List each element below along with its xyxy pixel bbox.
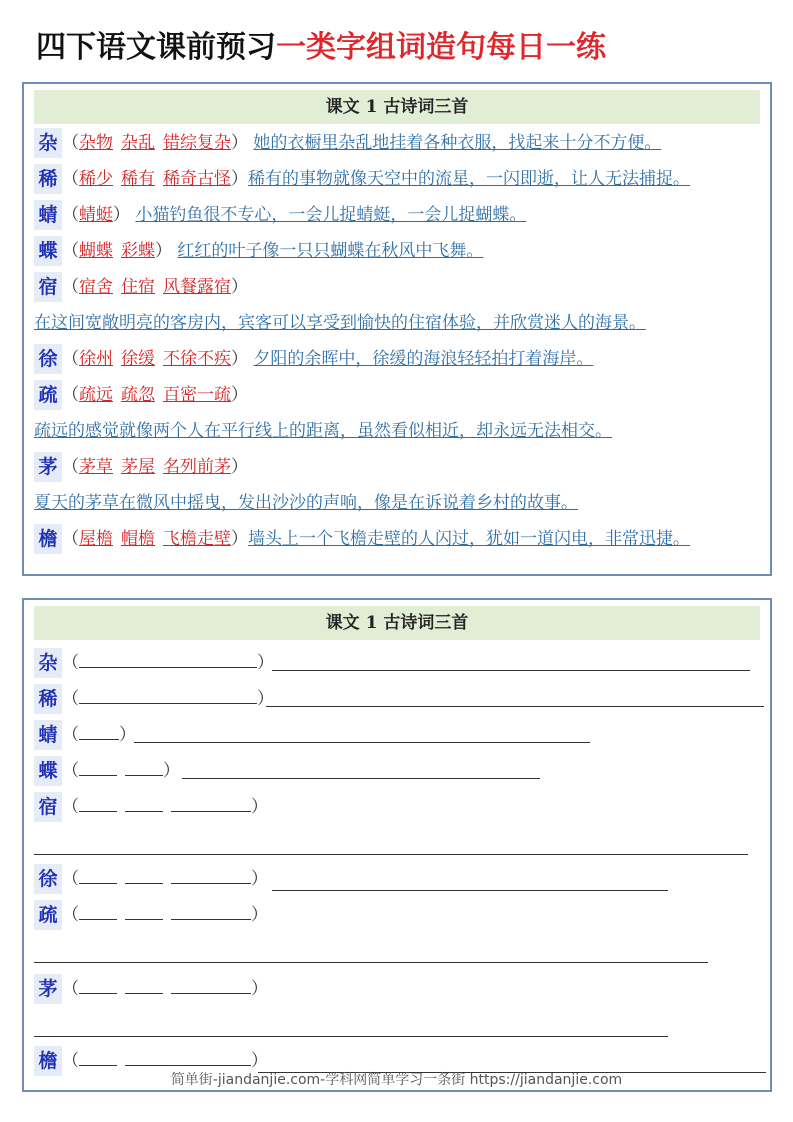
practice-row: 杂 （ ） — [34, 648, 764, 678]
word-blank[interactable] — [79, 901, 117, 920]
entry-sentence-text: 疏远的感觉就像两个人在平行线上的距离，虽然看似相近，却永远无法相交。 — [34, 421, 612, 441]
practice-row: 蝶 （ ） — [34, 756, 764, 786]
practice-char: 杂 — [34, 648, 62, 678]
practice-row: 宿 （ ） — [34, 792, 764, 822]
word-blank[interactable] — [79, 649, 257, 668]
entry-char: 檐 — [34, 524, 62, 554]
word-blank[interactable] — [79, 721, 119, 740]
entry-row: 蝶 （蝴蝶 彩蝶） 红红的叶子像一只只蝴蝶在秋风中飞舞。 — [34, 236, 764, 266]
entry-word: 茅屋 — [121, 457, 155, 477]
answer-sheet-heading: 课文 1 古诗词三首 — [34, 90, 760, 124]
word-blank[interactable] — [125, 865, 163, 884]
title-part2: 一类字组词造句每日一练 — [276, 30, 606, 65]
entry-word: 屋檐 — [79, 529, 113, 549]
entry-char: 蝶 — [34, 236, 62, 266]
entry-word: 帽檐 — [121, 529, 155, 549]
word-blank[interactable] — [171, 865, 251, 884]
entry-word: 茅草 — [79, 457, 113, 477]
entry-word: 错综复杂 — [163, 133, 231, 153]
entry-word: 彩蝶 — [121, 241, 155, 261]
entry-sentence — [34, 308, 646, 338]
entry-char: 疏 — [34, 380, 62, 410]
word-blank[interactable] — [125, 1047, 251, 1066]
practice-char: 茅 — [34, 974, 62, 1004]
entry-row: 疏 （疏远 疏忽 百密一疏） — [34, 380, 764, 410]
entry-word: 宿舍 — [79, 277, 113, 297]
entry-word: 徐缓 — [121, 349, 155, 369]
page-title — [36, 24, 606, 72]
entry-sentence-text: 夏天的茅草在微风中摇曳，发出沙沙的声响，像是在诉说着乡村的故事。 — [34, 493, 578, 513]
entry-word: 蜻蜓 — [79, 205, 113, 225]
entry-word: 稀奇古怪 — [163, 169, 231, 189]
entry-word: 疏远 — [79, 385, 113, 405]
entry-word: 杂物 — [79, 133, 113, 153]
practice-char: 徐 — [34, 864, 62, 894]
word-blank[interactable] — [125, 793, 163, 812]
title-part1: 四下语文课前预习 — [36, 30, 276, 65]
entry-word: 杂乱 — [121, 133, 155, 153]
entry-word: 蝴蝶 — [79, 241, 113, 261]
entry-word: 百密一疏 — [163, 385, 231, 405]
entry-sentence: 红红的叶子像一只只蝴蝶在秋风中飞舞。 — [177, 241, 484, 261]
entry-row: 檐 （屋檐 帽檐 飞檐走壁）墙头上一个飞檐走壁的人闪过，犹如一道闪电，非常迅捷。 — [34, 524, 764, 554]
entry-char: 宿 — [34, 272, 62, 302]
word-blank[interactable] — [79, 865, 117, 884]
answer-sheet — [22, 82, 772, 576]
word-blank[interactable] — [79, 975, 117, 994]
sentence-blank-line[interactable] — [182, 778, 540, 779]
word-blank[interactable] — [79, 793, 117, 812]
entry-sentence: 夕阳的余晖中，徐缓的海浪轻轻拍打着海岸。 — [253, 349, 594, 369]
entry-word: 住宿 — [121, 277, 155, 297]
entry-char: 茅 — [34, 452, 62, 482]
entry-char: 徐 — [34, 344, 62, 374]
entry-char: 稀 — [34, 164, 62, 194]
entry-word: 名列前茅 — [163, 457, 231, 477]
entry-row: 宿 （宿舍 住宿 风餐露宿） — [34, 272, 764, 302]
entry-word: 稀有 — [121, 169, 155, 189]
entry-word: 风餐露宿 — [163, 277, 231, 297]
entry-row: 蜻 （蜻蜓） 小猫钓鱼很不专心，一会儿捉蜻蜓，一会儿捉蝴蝶。 — [34, 200, 764, 230]
practice-row: 蜻 （ ） — [34, 720, 764, 750]
entry-sentence — [34, 488, 578, 518]
word-blank[interactable] — [79, 757, 117, 776]
entry-word: 飞檐走壁 — [163, 529, 231, 549]
practice-char: 蝶 — [34, 756, 62, 786]
sentence-blank-line[interactable] — [266, 706, 764, 707]
sentence-blank-line[interactable] — [34, 1036, 668, 1037]
word-blank[interactable] — [171, 901, 251, 920]
practice-char: 宿 — [34, 792, 62, 822]
practice-char: 稀 — [34, 684, 62, 714]
entry-row: 徐 （徐州 徐缓 不徐不疾） 夕阳的余晖中，徐缓的海浪轻轻拍打着海岸。 — [34, 344, 764, 374]
sentence-blank-line[interactable] — [272, 890, 668, 891]
practice-sheet-heading: 课文 1 古诗词三首 — [34, 606, 760, 640]
practice-row: 茅 （ ） — [34, 974, 764, 1004]
practice-sheet — [22, 598, 772, 1092]
entry-char: 杂 — [34, 128, 62, 158]
word-blank[interactable] — [79, 685, 257, 704]
entry-word: 不徐不疾 — [163, 349, 231, 369]
entry-sentence: 稀有的事物就像天空中的流星，一闪即逝，让人无法捕捉。 — [248, 169, 690, 189]
sentence-blank-line[interactable] — [34, 854, 748, 855]
word-blank[interactable] — [125, 757, 163, 776]
practice-char: 蜻 — [34, 720, 62, 750]
practice-char: 疏 — [34, 900, 62, 930]
entry-row: 稀 （稀少 稀有 稀奇古怪）稀有的事物就像天空中的流星，一闪即逝，让人无法捕捉。 — [34, 164, 764, 194]
practice-row: 徐 （ ） — [34, 864, 764, 894]
entry-row: 茅 （茅草 茅屋 名列前茅） — [34, 452, 764, 482]
word-blank[interactable] — [125, 901, 163, 920]
entry-char: 蜻 — [34, 200, 62, 230]
entry-sentence: 小猫钓鱼很不专心，一会儿捉蜻蜓，一会儿捉蝴蝶。 — [135, 205, 527, 225]
sentence-blank-line[interactable] — [134, 742, 590, 743]
sentence-blank-line[interactable] — [34, 962, 708, 963]
entry-word: 稀少 — [79, 169, 113, 189]
entry-row: 杂 （杂物 杂乱 错综复杂） 她的衣橱里杂乱地挂着各种衣服，找起来十分不方便。 — [34, 128, 764, 158]
practice-char: 檐 — [34, 1046, 62, 1076]
entry-sentence-text: 在这间宽敞明亮的客房内，宾客可以享受到愉快的住宿体验，并欣赏迷人的海景。 — [34, 313, 646, 333]
footer: 简单街-jiandanjie.com-学科网简单学习一条街 https://jiandanjie.com — [170, 1072, 623, 1088]
sentence-blank-line[interactable] — [272, 670, 750, 671]
practice-row: 疏 （ ） — [34, 900, 764, 930]
entry-sentence: 墙头上一个飞檐走壁的人闪过，犹如一道闪电，非常迅捷。 — [248, 529, 690, 549]
word-blank[interactable] — [171, 975, 251, 994]
entry-sentence — [34, 416, 612, 446]
word-blank[interactable] — [79, 1047, 117, 1066]
word-blank[interactable] — [171, 793, 251, 812]
practice-row: 稀 （ ） — [34, 684, 764, 714]
word-blank[interactable] — [125, 975, 163, 994]
entry-sentence: 她的衣橱里杂乱地挂着各种衣服，找起来十分不方便。 — [253, 133, 662, 153]
entry-word: 疏忽 — [121, 385, 155, 405]
entry-word: 徐州 — [79, 349, 113, 369]
practice-row: 檐 （ ） — [34, 1046, 764, 1076]
